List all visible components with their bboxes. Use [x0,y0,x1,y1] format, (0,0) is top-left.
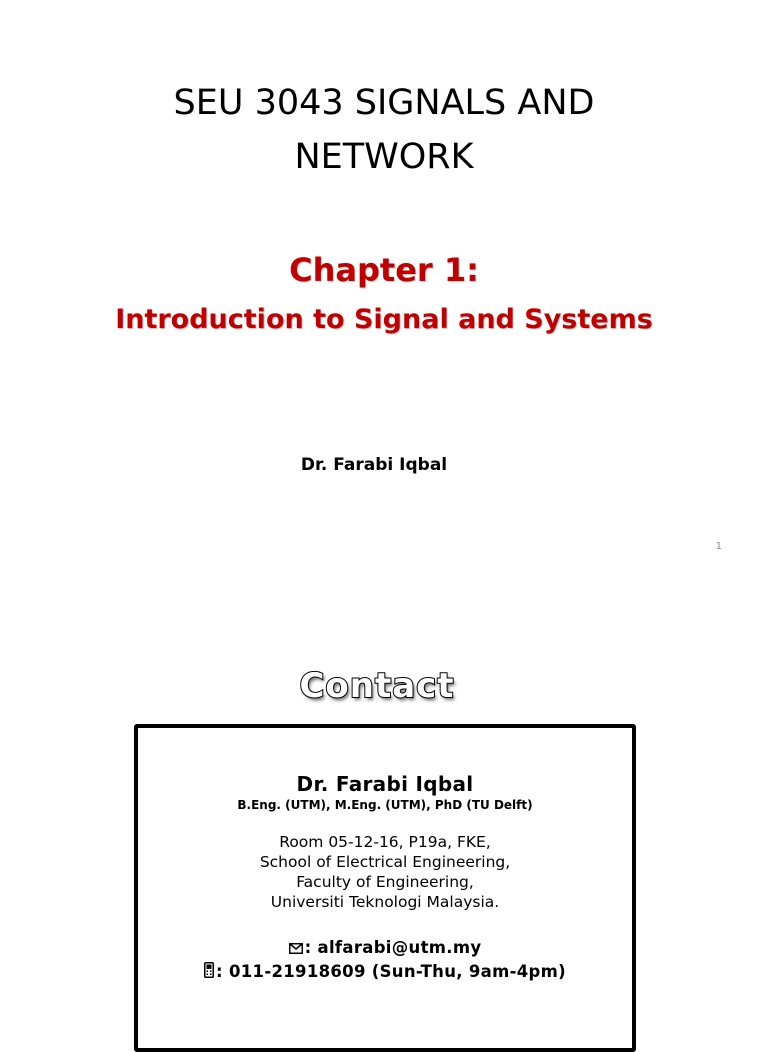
envelope-icon [289,937,303,961]
contact-phone [138,960,632,985]
address-line: Faculty of Engineering, [296,873,474,891]
contact-heading: Contact [299,666,455,706]
contact-address [138,832,632,912]
chapter-number: Chapter 1: [289,251,479,289]
contact-slide [0,600,768,1024]
contact-name: Dr. Farabi Iqbal [296,772,474,796]
address-line: School of Electrical Engineering, [259,853,511,871]
chapter-title: Introduction to Signal and Systems [115,304,653,335]
slide-number: 1 [715,541,722,552]
author-name: Dr. Farabi Iqbal [300,455,448,475]
mobile-phone-icon [204,961,214,985]
email-text[interactable]: : alfarabi@utm.my [304,938,482,957]
contact-degrees: B.Eng. (UTM), M.Eng. (UTM), PhD (TU Delft) [237,798,533,812]
address-line: Room 05-12-16, P19a, FKE, [279,833,491,851]
contact-card [134,724,636,1052]
course-title [0,76,768,184]
address-line: Universiti Teknologi Malaysia. [270,893,500,911]
course-title-line-1: SEU 3043 SIGNALS AND [173,83,595,123]
course-title-line-2: NETWORK [294,137,474,177]
phone-text: : 011-21918609 (Sun-Thu, 9am-4pm) [216,962,566,981]
contact-email [138,936,632,961]
